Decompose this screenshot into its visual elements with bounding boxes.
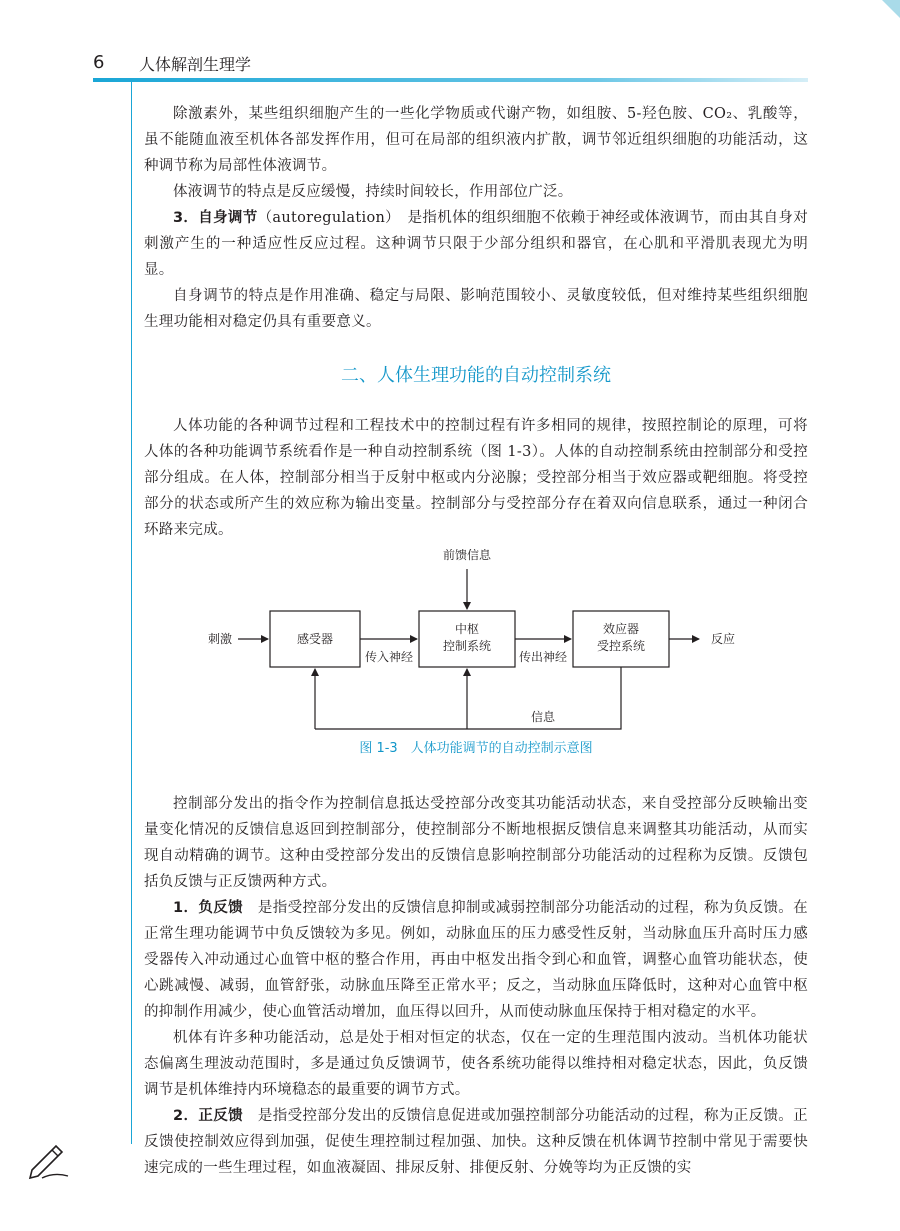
autoregulation-text: 是指机体的组织细胞不依赖于神经或体液调节，而由其自身对刺激产生的一种适应性反应过程。这种调节只限于少部分组织和器官，在心肌和平滑肌表现尤为明显。: [144, 210, 808, 278]
page-body: [144, 101, 808, 1181]
effector-label-line1: 效应器: [602, 622, 640, 636]
positive-feedback-term: 2．正反馈: [173, 1108, 243, 1124]
control-system-figure: [144, 549, 808, 789]
positive-feedback-text: 是指受控部分发出的反馈信息促进或加强控制部分功能活动的过程，称为正反馈。正反馈使控制效应得到加强，促使生理控制过程加强、加快。这种反馈在机体调节控制中常见于需要快速完成的一些生理过程，如血液凝固、排尿反射、排便反射、分娩等均为正反馈的实: [144, 1108, 808, 1176]
center-label-line1: 中枢: [454, 622, 480, 636]
negative-feedback-text: 是指受控部分发出的反馈信息抑制或减弱控制部分功能活动的过程，称为负反馈。在正常生理功能调节中负反馈较为多见。例如，动脉血压的压力感受性反射，当动脉血压升高时压力感受器传入冲动通过心血管中枢的整合作用，再由中枢发出指令到心和血管，调整心血管功能状态，使心跳减慢、减弱，血管舒张，动脉血压降至正常水平；反之，当动脉血压降低时，这种对心血管中枢的抑制作用减少，使心血管活动增加，血压得以回升，从而使动脉血压保持于相对稳定的水平。: [144, 900, 808, 1020]
response-label: 反应: [710, 632, 736, 646]
page-number: 6: [93, 52, 105, 73]
autoregulation-term: 3．自身调节: [173, 210, 258, 226]
paragraph-homeostasis: 机体有许多种功能活动，总是处于相对恒定的状态，仅在一定的生理范围内波动。当机体功能状态偏离生理波动范围时，多是通过负反馈调节，使各系统功能得以维持相对稳定状态，因此，负反馈调节是机体维持内环境稳态的最重要的调节方式。: [144, 1030, 808, 1098]
paragraph-positive-feedback: [144, 1103, 808, 1181]
paragraph-local-humoral: 除激素外，某些组织细胞产生的一些化学物质或代谢产物，如组胺、5-羟色胺、CO₂、乳酸等，虽不能随血液至机体各部发挥作用，但可在局部的组织液内扩散，调节邻近组织细胞的功能活动，这种调节称为局部性体液调节。: [144, 106, 808, 174]
margin-rule: [131, 82, 132, 1144]
center-label-line2: 控制系统: [442, 639, 492, 653]
receptor-label: 感受器: [296, 632, 334, 646]
info-label: 信息: [530, 710, 556, 724]
header-rule: [93, 78, 808, 82]
paragraph-feedback: 控制部分发出的指令作为控制信息抵达受控部分改变其功能活动状态，来自受控部分反映输出变量变化情况的反馈信息返回到控制部分，使控制部分不断地根据反馈信息来调整其功能活动，从而实现自动精确的调节。这种由受控部分发出的反馈信息影响控制部分功能活动的过程称为反馈。反馈包括负反馈与正反馈两种方式。: [144, 796, 808, 890]
paragraph-control-intro: 人体功能的各种调节过程和工程技术中的控制过程有许多相同的规律，按照控制论的原理，可将人体的各种功能调节系统看作是一种自动控制系统（图 1-3）。人体的自动控制系统由控制部分和受控部分组成。在人体，控制部分相当于反射中枢或内分泌腺；受控部分相当于效应器或靶细胞。将受控部分的状态或所产生的效应称为输出变量。控制部分与受控部分存在着双向信息联系，通过一种闭合环路来完成。: [144, 418, 808, 538]
paragraph-negative-feedback: [144, 895, 808, 1025]
feedforward-label: 前馈信息: [442, 549, 492, 562]
paragraph-autoregulation-features: 自身调节的特点是作用准确、稳定与局限、影响范围较小、灵敏度较低，但对维持某些组织细胞生理功能相对稳定仍具有重要意义。: [144, 288, 808, 330]
negative-feedback-term: 1．负反馈: [173, 900, 243, 916]
efferent-label: 传出神经: [518, 650, 568, 664]
feedback-loop-line: [315, 667, 621, 729]
corner-decoration: [882, 0, 900, 18]
stimulus-label: 刺激: [207, 632, 233, 646]
section-title: 二、人体生理功能的自动控制系统: [341, 365, 611, 386]
pen-icon: [28, 1140, 70, 1184]
autoregulation-english: （autoregulation）: [257, 210, 393, 226]
effector-label-line2: 受控系统: [596, 639, 646, 653]
page-header: [93, 52, 808, 74]
afferent-label: 传入神经: [364, 650, 414, 664]
control-system-diagram: [144, 549, 808, 789]
paragraph-autoregulation: [144, 205, 808, 283]
paragraph-humoral-features: 体液调节的特点是反应缓慢，持续时间较长，作用部位广泛。: [173, 184, 573, 200]
book-title: 人体解剖生理学: [139, 55, 252, 74]
figure-caption: 图 1-3 人体功能调节的自动控制示意图: [359, 741, 593, 756]
